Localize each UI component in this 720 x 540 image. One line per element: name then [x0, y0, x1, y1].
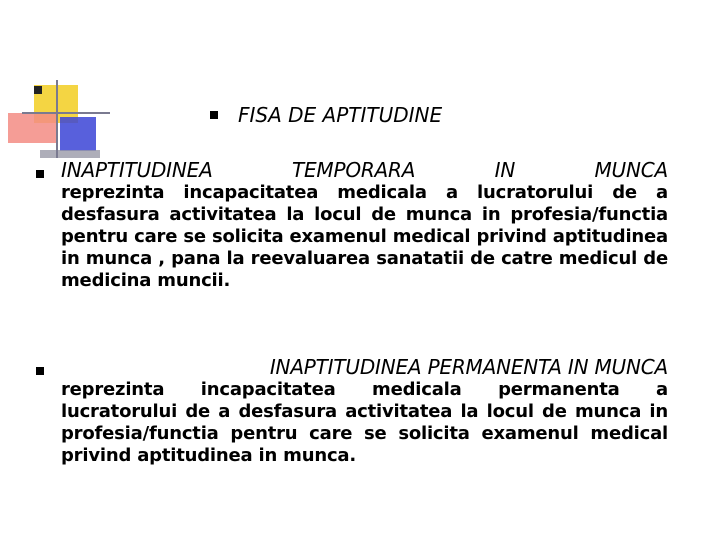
deco-horizontal-line — [22, 112, 110, 114]
title-bullet — [210, 111, 218, 119]
item-heading: INAPTITUDINEA PERMANENTA IN MUNCA — [269, 355, 668, 379]
item-heading: INAPTITUDINEA TEMPORARA IN MUNCA — [61, 158, 668, 182]
deco-small-black-square — [34, 86, 42, 94]
item-body: reprezinta incapacitatea medicala a lucratorului de a desfasura activitatea la locul de munca in profesia/functia pentru care se solicita examenul medical privind aptitudinea in munca , pana la reevaluarea sanatatii de catre medicul de medicina muncii. — [61, 182, 668, 291]
item-body: reprezinta incapacitatea medicala permanenta a lucratorului de a desfasura activitatea la locul de munca in profesia/functia pentru care se solicita examenul medical privind aptitudinea in munca. — [61, 379, 668, 466]
list-item-text — [61, 355, 668, 467]
deco-gray-bar — [40, 150, 100, 158]
list-bullet — [36, 170, 44, 178]
deco-blue-square — [60, 117, 96, 151]
deco-vertical-line — [56, 80, 58, 158]
page-title: FISA DE APTITUDINE — [238, 103, 443, 127]
title-row — [210, 103, 442, 127]
deco-red-square — [8, 113, 56, 143]
decorative-corner-graphic — [0, 0, 110, 170]
list-bullet — [36, 367, 44, 375]
list-item-text — [61, 158, 668, 292]
